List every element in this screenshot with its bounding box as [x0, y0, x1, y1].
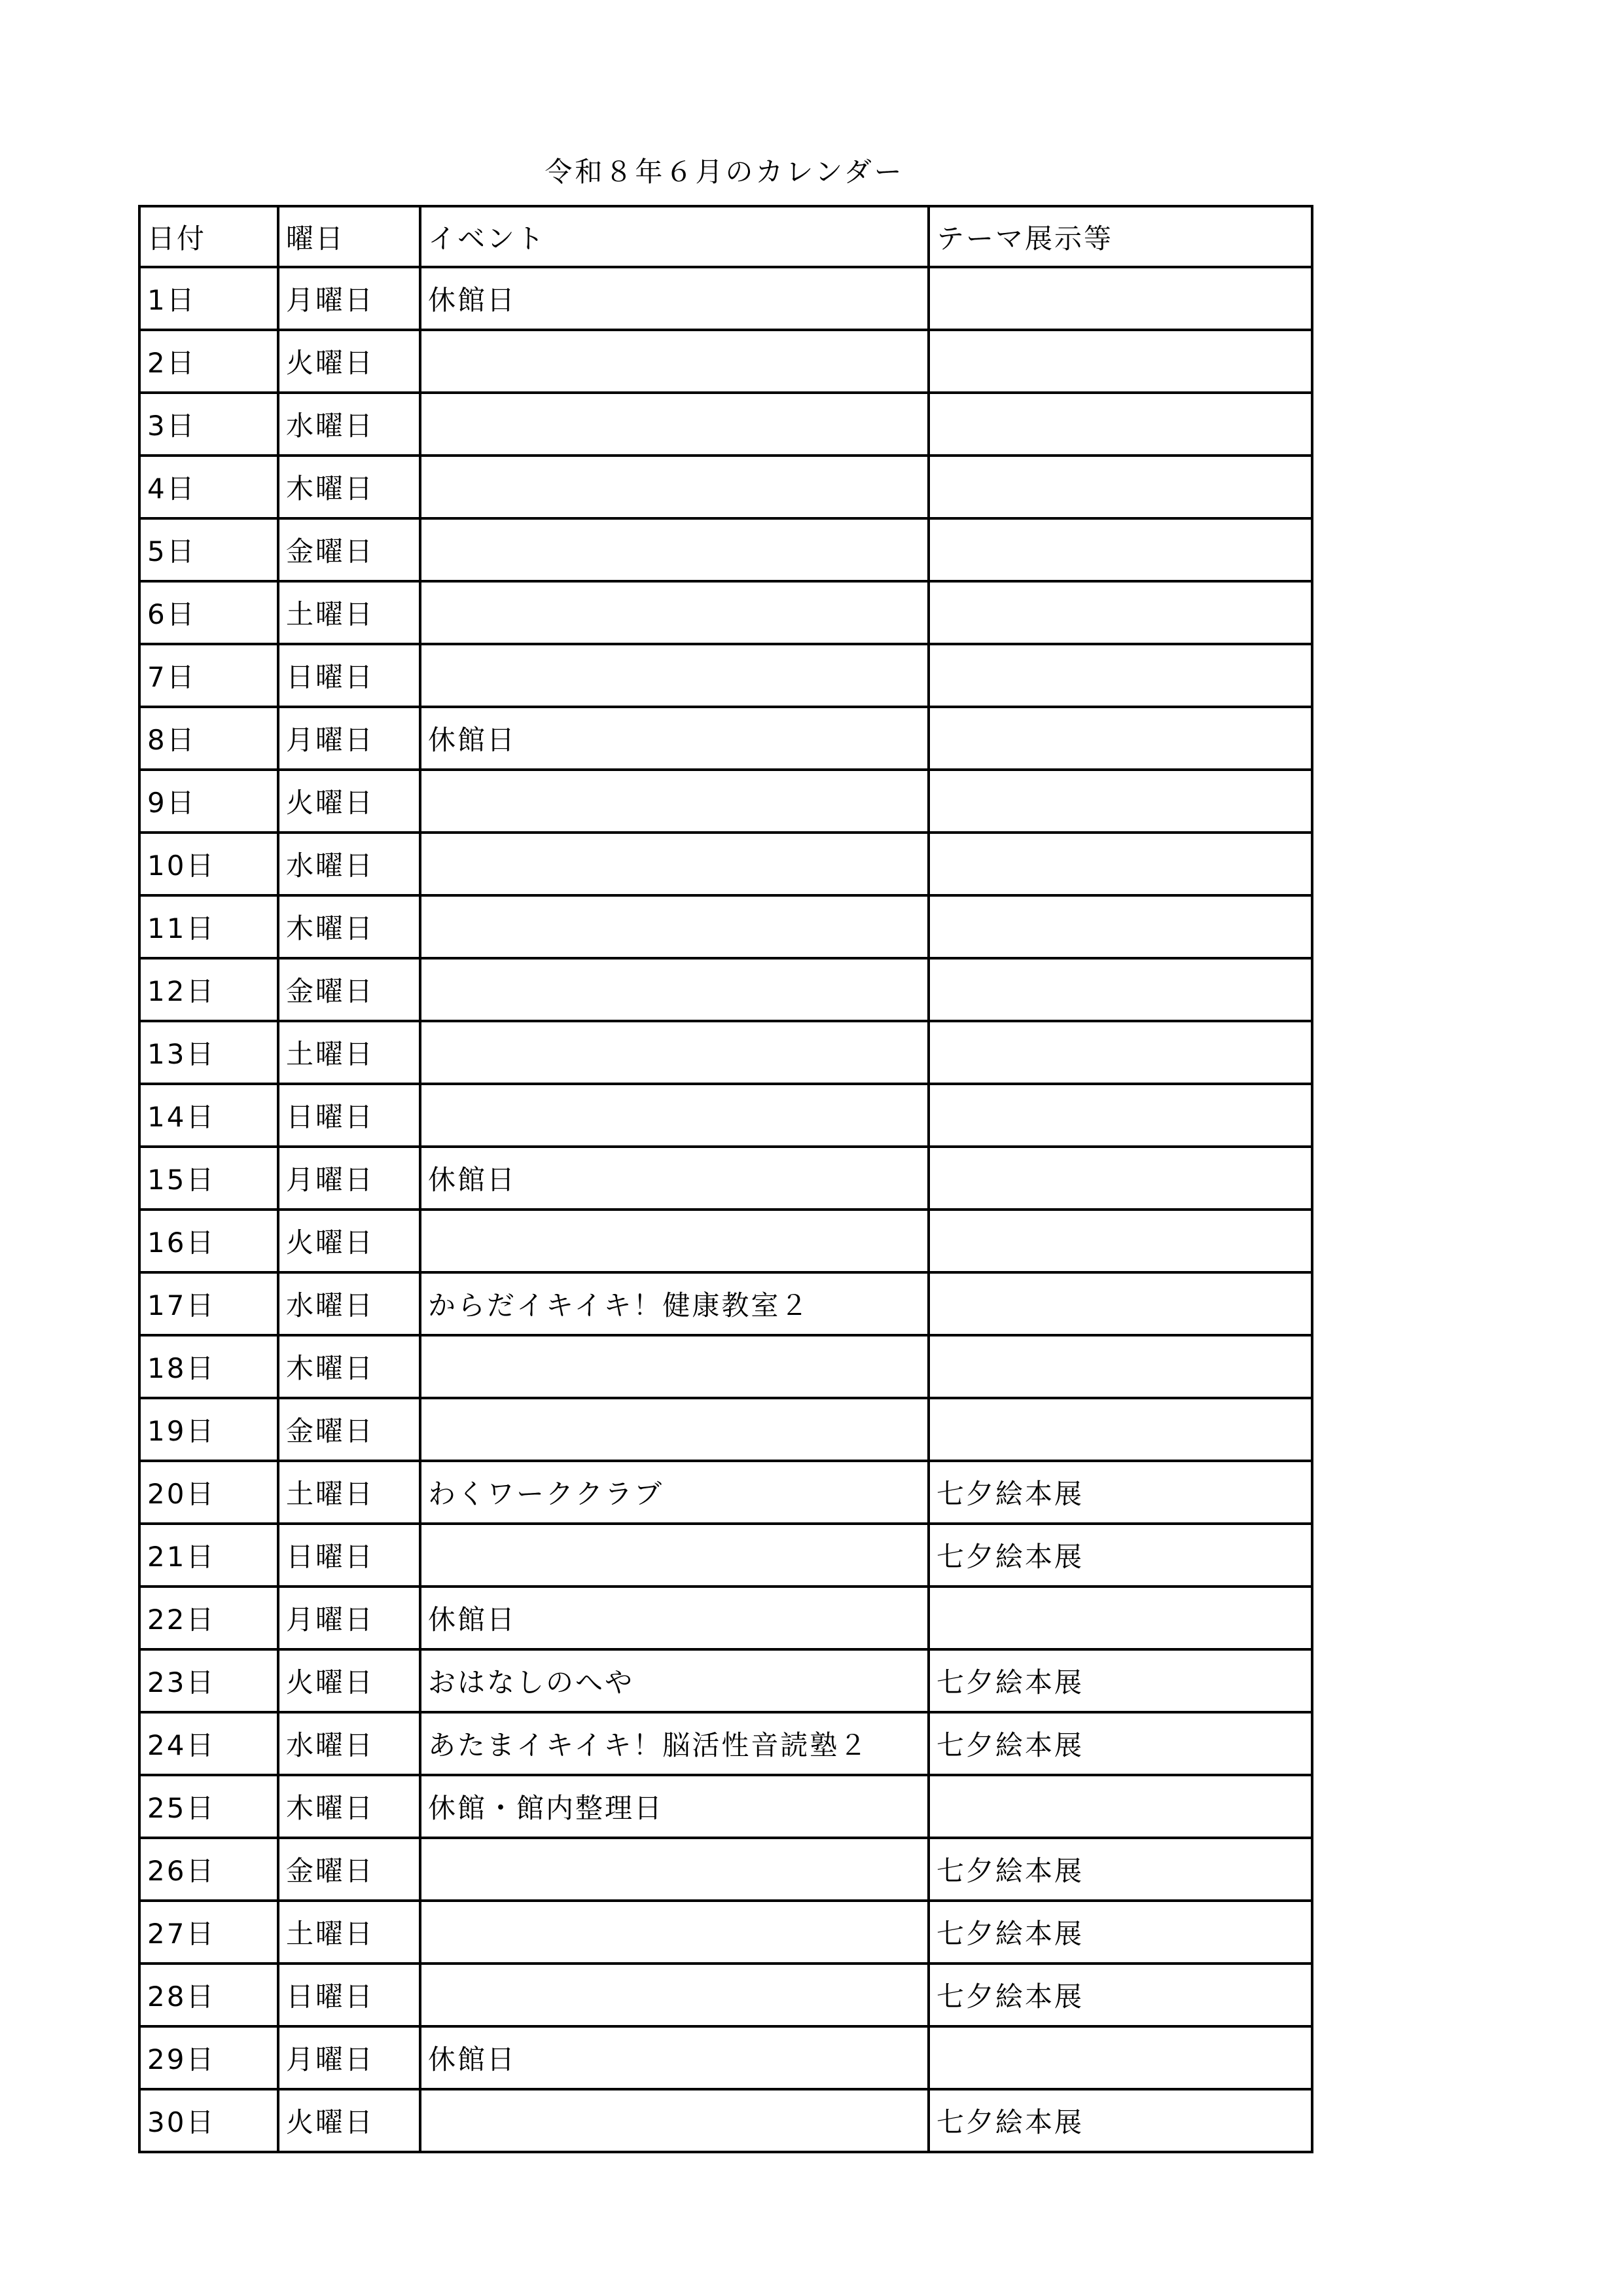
date-cell: 10日: [139, 833, 278, 895]
event-cell: [420, 456, 929, 518]
table-row: [139, 1147, 1312, 1210]
day-cell: 水曜日: [278, 1272, 420, 1335]
table-row: [139, 1461, 1312, 1524]
header-exhibit: テーマ展示等: [929, 206, 1312, 267]
date-cell: 16日: [139, 1210, 278, 1272]
exhibit-cell: [929, 1775, 1312, 1838]
date-cell: 23日: [139, 1649, 278, 1712]
date-cell: 24日: [139, 1712, 278, 1775]
exhibit-cell: [929, 267, 1312, 330]
exhibit-cell: [929, 895, 1312, 958]
day-cell: 月曜日: [278, 1147, 420, 1210]
table-row: [139, 1649, 1312, 1712]
exhibit-cell: [929, 581, 1312, 644]
day-cell: 木曜日: [278, 1335, 420, 1398]
date-cell: 25日: [139, 1775, 278, 1838]
page-title: 令和８年６月のカレンダー: [544, 156, 904, 188]
day-cell: 水曜日: [278, 393, 420, 456]
event-cell: からだイキイキ！健康教室２: [420, 1272, 929, 1335]
date-cell: 1日: [139, 267, 278, 330]
event-cell: [420, 330, 929, 393]
table-row: [139, 895, 1312, 958]
event-cell: あたまイキイキ！脳活性音読塾２: [420, 1712, 929, 1775]
day-cell: 金曜日: [278, 958, 420, 1021]
event-cell: 休館日: [420, 2026, 929, 2089]
day-cell: 木曜日: [278, 895, 420, 958]
date-cell: 29日: [139, 2026, 278, 2089]
day-cell: 金曜日: [278, 1398, 420, 1461]
exhibit-cell: [929, 518, 1312, 581]
table-row: [139, 2089, 1312, 2152]
event-cell: [420, 581, 929, 644]
day-cell: 土曜日: [278, 1461, 420, 1524]
exhibit-cell: [929, 1021, 1312, 1084]
exhibit-cell: [929, 330, 1312, 393]
event-cell: [420, 895, 929, 958]
event-cell: [420, 1021, 929, 1084]
date-cell: 30日: [139, 2089, 278, 2152]
table-row: [139, 456, 1312, 518]
exhibit-cell: [929, 770, 1312, 833]
table-row: [139, 707, 1312, 770]
date-cell: 28日: [139, 1964, 278, 2026]
date-cell: 12日: [139, 958, 278, 1021]
date-cell: 18日: [139, 1335, 278, 1398]
event-cell: 休館日: [420, 267, 929, 330]
date-cell: 17日: [139, 1272, 278, 1335]
header-event: イベント: [420, 206, 929, 267]
exhibit-cell: [929, 958, 1312, 1021]
date-cell: 14日: [139, 1084, 278, 1147]
event-cell: [420, 1964, 929, 2026]
table-row: [139, 330, 1312, 393]
exhibit-cell: [929, 1084, 1312, 1147]
table-row: [139, 1084, 1312, 1147]
date-cell: 13日: [139, 1021, 278, 1084]
date-cell: 6日: [139, 581, 278, 644]
event-cell: [420, 1838, 929, 1901]
date-cell: 22日: [139, 1587, 278, 1649]
day-cell: 火曜日: [278, 1210, 420, 1272]
day-cell: 火曜日: [278, 1649, 420, 1712]
exhibit-cell: [929, 456, 1312, 518]
header-date: 日付: [139, 206, 278, 267]
calendar-body: [139, 267, 1312, 2152]
table-row: [139, 518, 1312, 581]
table-row: [139, 833, 1312, 895]
exhibit-cell: 七夕絵本展: [929, 1838, 1312, 1901]
day-cell: 月曜日: [278, 1587, 420, 1649]
event-cell: [420, 2089, 929, 2152]
event-cell: 休館日: [420, 1147, 929, 1210]
table-row: [139, 1712, 1312, 1775]
day-cell: 日曜日: [278, 644, 420, 707]
event-cell: [420, 1335, 929, 1398]
exhibit-cell: 七夕絵本展: [929, 1964, 1312, 2026]
exhibit-cell: 七夕絵本展: [929, 1461, 1312, 1524]
table-row: [139, 1021, 1312, 1084]
exhibit-cell: [929, 1147, 1312, 1210]
table-header-row: [139, 206, 1312, 267]
exhibit-cell: [929, 644, 1312, 707]
table-row: [139, 2026, 1312, 2089]
day-cell: 月曜日: [278, 267, 420, 330]
table-row: [139, 1335, 1312, 1398]
date-cell: 21日: [139, 1524, 278, 1587]
exhibit-cell: [929, 833, 1312, 895]
table-row: [139, 1587, 1312, 1649]
day-cell: 土曜日: [278, 1901, 420, 1964]
table-row: [139, 1838, 1312, 1901]
event-cell: [420, 1398, 929, 1461]
event-cell: 休館日: [420, 707, 929, 770]
exhibit-cell: 七夕絵本展: [929, 2089, 1312, 2152]
event-cell: おはなしのへや: [420, 1649, 929, 1712]
exhibit-cell: 七夕絵本展: [929, 1649, 1312, 1712]
day-cell: 日曜日: [278, 1524, 420, 1587]
exhibit-cell: [929, 1398, 1312, 1461]
event-cell: [420, 1901, 929, 1964]
date-cell: 7日: [139, 644, 278, 707]
table-row: [139, 958, 1312, 1021]
table-row: [139, 581, 1312, 644]
event-cell: [420, 958, 929, 1021]
date-cell: 3日: [139, 393, 278, 456]
day-cell: 水曜日: [278, 1712, 420, 1775]
day-cell: 金曜日: [278, 518, 420, 581]
table-row: [139, 1524, 1312, 1587]
exhibit-cell: [929, 1272, 1312, 1335]
exhibit-cell: [929, 393, 1312, 456]
calendar-table: [138, 205, 1313, 2153]
date-cell: 26日: [139, 1838, 278, 1901]
day-cell: 土曜日: [278, 1021, 420, 1084]
date-cell: 20日: [139, 1461, 278, 1524]
exhibit-cell: 七夕絵本展: [929, 1901, 1312, 1964]
day-cell: 水曜日: [278, 833, 420, 895]
date-cell: 15日: [139, 1147, 278, 1210]
day-cell: 日曜日: [278, 1084, 420, 1147]
date-cell: 9日: [139, 770, 278, 833]
exhibit-cell: 七夕絵本展: [929, 1524, 1312, 1587]
table-row: [139, 1210, 1312, 1272]
event-cell: [420, 644, 929, 707]
exhibit-cell: [929, 1335, 1312, 1398]
table-row: [139, 644, 1312, 707]
event-cell: [420, 1084, 929, 1147]
table-row: [139, 1775, 1312, 1838]
date-cell: 4日: [139, 456, 278, 518]
day-cell: 木曜日: [278, 456, 420, 518]
event-cell: わくワーククラブ: [420, 1461, 929, 1524]
event-cell: [420, 393, 929, 456]
date-cell: 2日: [139, 330, 278, 393]
table-row: [139, 1964, 1312, 2026]
date-cell: 19日: [139, 1398, 278, 1461]
date-cell: 27日: [139, 1901, 278, 1964]
exhibit-cell: [929, 707, 1312, 770]
table-row: [139, 1398, 1312, 1461]
day-cell: 土曜日: [278, 581, 420, 644]
event-cell: 休館日: [420, 1587, 929, 1649]
exhibit-cell: [929, 1210, 1312, 1272]
table-row: [139, 770, 1312, 833]
exhibit-cell: [929, 1587, 1312, 1649]
date-cell: 8日: [139, 707, 278, 770]
event-cell: [420, 1210, 929, 1272]
exhibit-cell: [929, 2026, 1312, 2089]
event-cell: [420, 518, 929, 581]
event-cell: [420, 770, 929, 833]
table-row: [139, 1272, 1312, 1335]
day-cell: 木曜日: [278, 1775, 420, 1838]
date-cell: 11日: [139, 895, 278, 958]
event-cell: [420, 833, 929, 895]
date-cell: 5日: [139, 518, 278, 581]
header-day: 曜日: [278, 206, 420, 267]
exhibit-cell: 七夕絵本展: [929, 1712, 1312, 1775]
event-cell: [420, 1524, 929, 1587]
day-cell: 火曜日: [278, 330, 420, 393]
day-cell: 日曜日: [278, 1964, 420, 2026]
day-cell: 月曜日: [278, 2026, 420, 2089]
day-cell: 火曜日: [278, 770, 420, 833]
table-row: [139, 1901, 1312, 1964]
table-row: [139, 267, 1312, 330]
day-cell: 金曜日: [278, 1838, 420, 1901]
day-cell: 月曜日: [278, 707, 420, 770]
event-cell: 休館・館内整理日: [420, 1775, 929, 1838]
day-cell: 火曜日: [278, 2089, 420, 2152]
table-row: [139, 393, 1312, 456]
